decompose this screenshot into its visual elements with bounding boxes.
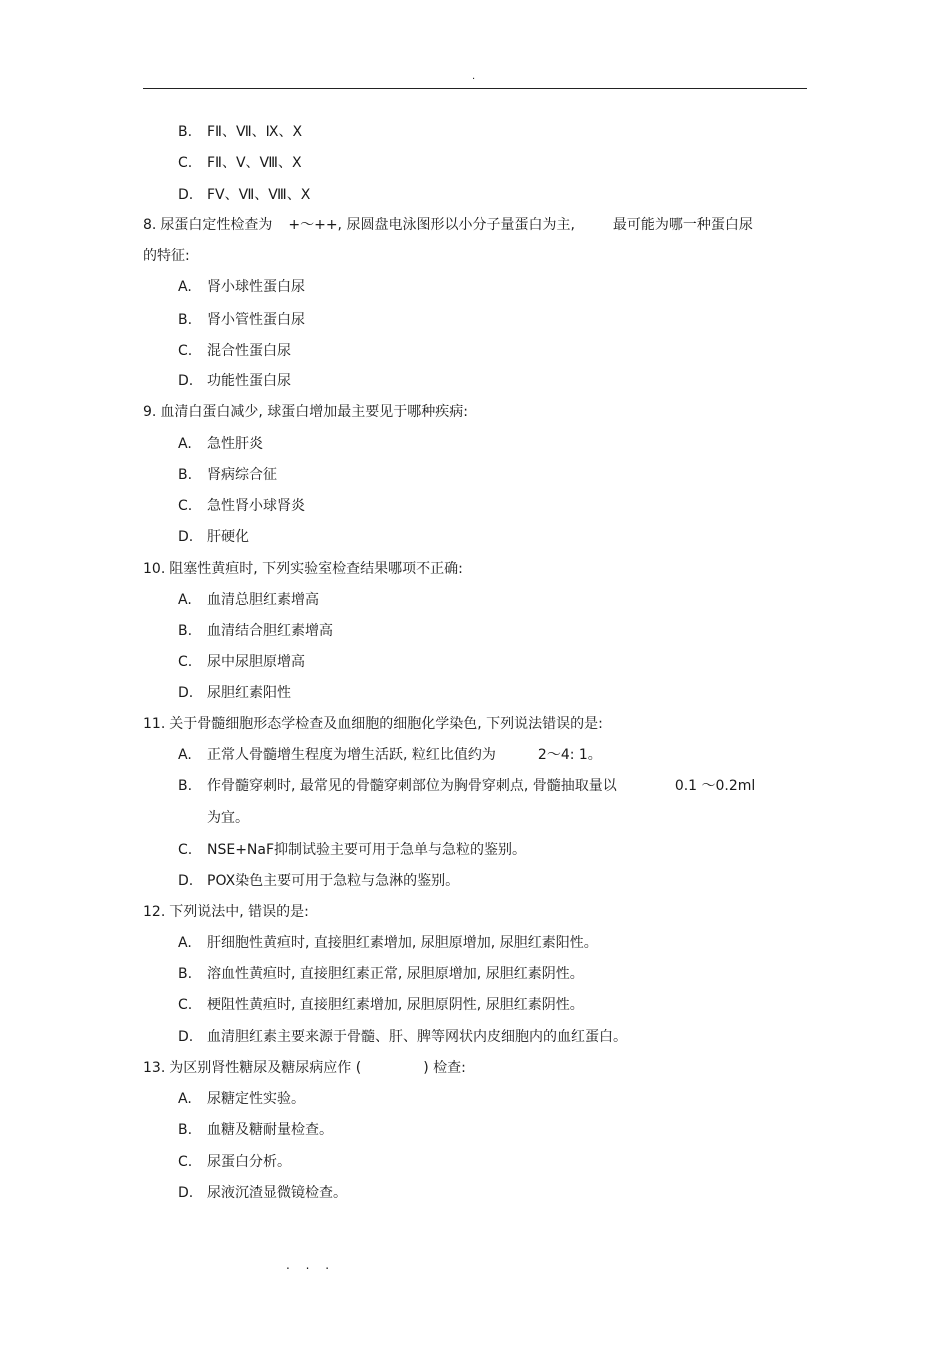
option-q13-d — [178, 1184, 347, 1202]
question-text-part: +～++, 尿圆盘电泳图形以小分子量蛋白为主, — [288, 217, 575, 233]
option-text: FⅤ、Ⅶ、Ⅷ、Ⅹ — [207, 187, 311, 203]
option-text: 急性肝炎 — [207, 436, 263, 452]
option-label: C. — [178, 842, 193, 858]
option-text: 溶血性黄疸时, 直接胆红素正常, 尿胆原增加, 尿胆红素阴性。 — [207, 966, 584, 982]
option-text: POX染色主要可用于急粒与急淋的鉴别。 — [207, 873, 460, 889]
option-q13-a — [178, 1090, 305, 1108]
option-label: A. — [178, 935, 192, 951]
option-q13-c — [178, 1153, 291, 1171]
option-text: 尿糖定性实验。 — [207, 1091, 305, 1107]
option-label: C. — [178, 343, 193, 359]
option-text: 血清总胆红素增高 — [207, 592, 319, 608]
question-number: 13. — [143, 1060, 166, 1076]
option-text-part: 正常人骨髓增生程度为增生活跃, 粒红比值约为 — [207, 747, 496, 763]
option-text-part: 2～4: 1。 — [537, 747, 602, 763]
option-text: 肝硬化 — [207, 529, 249, 545]
question-12 — [143, 903, 309, 921]
option-label: A. — [178, 279, 192, 295]
option-q7-b — [178, 123, 302, 141]
option-q8-b — [178, 311, 305, 329]
header-mark: . — [472, 71, 476, 82]
question-8 — [143, 216, 753, 234]
option-label: C. — [178, 654, 193, 670]
option-text: 血糖及糖耐量检查。 — [207, 1122, 333, 1138]
option-q9-c — [178, 497, 305, 515]
option-text: FⅡ、Ⅴ、Ⅷ、Ⅹ — [207, 155, 302, 171]
option-label: C. — [178, 155, 193, 171]
option-label: B. — [178, 312, 193, 328]
option-text-part: 0.1 ～0.2ml — [674, 778, 756, 794]
option-label: B. — [178, 467, 193, 483]
question-11 — [143, 715, 603, 733]
option-q8-d — [178, 372, 291, 390]
option-text: 尿中尿胆原增高 — [207, 654, 305, 670]
question-text-part: 尿蛋白定性检查为 — [160, 217, 273, 233]
option-label: D. — [178, 873, 194, 889]
option-q9-b — [178, 466, 277, 484]
question-10 — [143, 560, 463, 578]
option-text: 肾小球性蛋白尿 — [207, 279, 305, 295]
option-label: C. — [178, 498, 193, 514]
option-text-part: 作骨髓穿刺时, 最常见的骨髓穿刺部位为胸骨穿刺点, 骨髓抽取量以 — [207, 778, 617, 794]
option-q11-a — [178, 746, 602, 764]
option-label: B. — [178, 966, 193, 982]
option-q10-b — [178, 622, 333, 640]
header-rule — [143, 88, 807, 89]
option-label: A. — [178, 1091, 192, 1107]
question-number: 11. — [143, 716, 166, 732]
option-q13-b — [178, 1121, 333, 1139]
option-label: D. — [178, 187, 194, 203]
option-text: NSE+NaF抑制试验主要可用于急单与急粒的鉴别。 — [207, 842, 527, 858]
option-label: A. — [178, 436, 192, 452]
option-q12-d — [178, 1028, 627, 1046]
question-text: 关于骨髓细胞形态学检查及血细胞的细胞化学染色, 下列说法错误的是: — [169, 716, 603, 732]
option-text: 肾小管性蛋白尿 — [207, 312, 305, 328]
option-text: 梗阻性黄疸时, 直接胆红素增加, 尿胆原阴性, 尿胆红素阴性。 — [207, 997, 584, 1013]
question-number: 9. — [143, 404, 157, 420]
option-label: A. — [178, 747, 192, 763]
option-label: C. — [178, 997, 193, 1013]
option-text: 混合性蛋白尿 — [207, 343, 291, 359]
option-label: B. — [178, 124, 193, 140]
option-q7-c — [178, 154, 302, 172]
question-8-continuation: 的特征: — [143, 248, 190, 264]
option-label: D. — [178, 685, 194, 701]
option-label: D. — [178, 1029, 194, 1045]
option-q11-c — [178, 841, 526, 859]
option-text: 急性肾小球肾炎 — [207, 498, 305, 514]
question-text-part: 最可能为哪一种蛋白尿 — [612, 217, 753, 233]
question-number: 8. — [143, 217, 157, 233]
option-text: 血清胆红素主要来源于骨髓、肝、脾等网状内皮细胞内的血红蛋白。 — [207, 1029, 627, 1045]
option-text: 功能性蛋白尿 — [207, 373, 291, 389]
question-13 — [143, 1059, 466, 1077]
option-q12-b — [178, 965, 584, 983]
option-q12-c — [178, 996, 584, 1014]
option-text: 尿蛋白分析。 — [207, 1154, 291, 1170]
option-q9-a — [178, 435, 263, 453]
option-label: B. — [178, 778, 193, 794]
option-text: 血清结合胆红素增高 — [207, 623, 333, 639]
option-q11-b — [178, 777, 755, 795]
option-q10-c — [178, 653, 305, 671]
question-text-part: 为区别肾性糖尿及糖尿病应作 ( — [169, 1060, 362, 1076]
option-label: B. — [178, 623, 193, 639]
option-text: 尿胆红素阳性 — [207, 685, 291, 701]
question-number: 10. — [143, 561, 166, 577]
question-text-part: ) 检查: — [423, 1060, 466, 1076]
option-q12-a — [178, 934, 598, 952]
option-label: D. — [178, 529, 194, 545]
option-q11-b-continuation: 为宜。 — [207, 810, 249, 826]
option-label: D. — [178, 373, 194, 389]
option-q8-c — [178, 342, 291, 360]
option-label: D. — [178, 1185, 194, 1201]
question-number: 12. — [143, 904, 166, 920]
option-q8-a — [178, 278, 305, 296]
option-q9-d — [178, 528, 249, 546]
option-q10-a — [178, 591, 319, 609]
option-q11-d — [178, 872, 459, 890]
question-text: 阻塞性黄疸时, 下列实验室检查结果哪项不正确: — [169, 561, 463, 577]
question-text: 下列说法中, 错误的是: — [169, 904, 309, 920]
option-text: 尿液沉渣显微镜检查。 — [207, 1185, 347, 1201]
footer-mark: . . . — [286, 1258, 336, 1272]
option-text: FⅡ、Ⅶ、Ⅸ、Ⅹ — [207, 124, 303, 140]
question-text: 血清白蛋白减少, 球蛋白增加最主要见于哪种疾病: — [160, 404, 468, 420]
question-9 — [143, 403, 468, 421]
option-text: 肾病综合征 — [207, 467, 277, 483]
option-text: 肝细胞性黄疸时, 直接胆红素增加, 尿胆原增加, 尿胆红素阳性。 — [207, 935, 598, 951]
option-label: B. — [178, 1122, 193, 1138]
option-label: C. — [178, 1154, 193, 1170]
option-q10-d — [178, 684, 291, 702]
option-q7-d — [178, 186, 310, 204]
option-label: A. — [178, 592, 192, 608]
